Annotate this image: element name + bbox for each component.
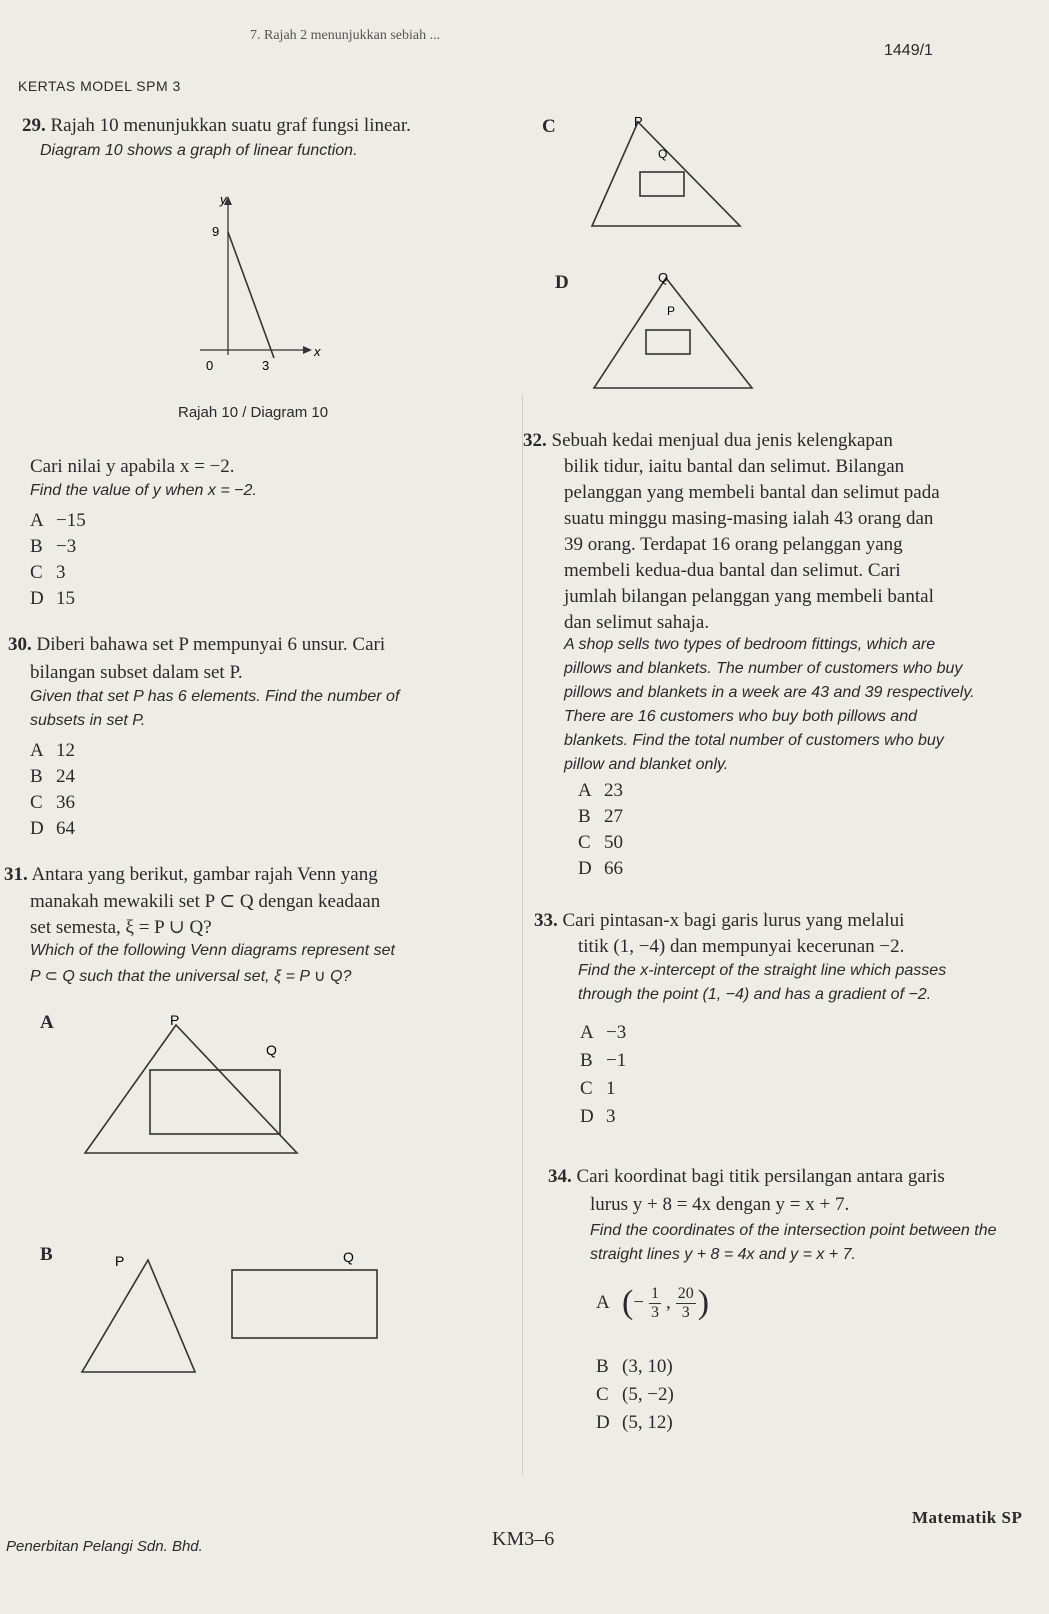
option-letter: B bbox=[596, 1356, 609, 1377]
q32-english-6: pillow and blanket only. bbox=[564, 756, 729, 773]
q33-english-1: Find the x-intercept of the straight line which passes bbox=[578, 962, 947, 979]
paper-label: KERTAS MODEL SPM 3 bbox=[18, 78, 181, 94]
venn-c-label-p: P bbox=[634, 114, 643, 129]
q30-english-1: Given that set P has 6 elements. Find the number of bbox=[30, 688, 400, 705]
venn-b-rectangle-q bbox=[232, 1270, 377, 1338]
graph-y-label: y bbox=[220, 192, 227, 207]
option-text: 64 bbox=[56, 818, 75, 839]
q32-english-4: There are 16 customers who buy both pillows and bbox=[564, 708, 918, 725]
column-divider bbox=[522, 395, 523, 1475]
q31-malay-1: Antara yang berikut, gambar rajah Venn yang bbox=[31, 864, 378, 885]
comma: , bbox=[666, 1292, 671, 1313]
q33-english-2: through the point (1, −4) and has a gradient of −2. bbox=[578, 986, 932, 1003]
footer-subject: Matematik SP bbox=[912, 1508, 1023, 1527]
option-letter: B bbox=[30, 766, 43, 787]
q31-malay-2: manakah mewakili set P ⊂ Q dengan keadaan bbox=[30, 891, 381, 912]
q30-english-2: subsets in set P. bbox=[30, 712, 146, 729]
q31-venn-c bbox=[590, 110, 750, 240]
q34-english-2: straight lines y + 8 = 4x and y = x + 7. bbox=[590, 1246, 856, 1263]
q30-question bbox=[8, 634, 385, 656]
q34-option-c[interactable] bbox=[596, 1384, 674, 1406]
q30-option-d[interactable] bbox=[30, 818, 75, 840]
option-letter: C bbox=[596, 1384, 609, 1405]
q33-option-c[interactable] bbox=[580, 1078, 616, 1100]
option-text: 1 bbox=[606, 1078, 616, 1099]
venn-c-rectangle-q bbox=[640, 172, 684, 196]
option-text: (3, 10) bbox=[622, 1356, 673, 1377]
q32-malay-4: suatu minggu masing-masing ialah 43 orang dan bbox=[564, 508, 934, 529]
option-text: (5, −2) bbox=[622, 1384, 674, 1405]
q32-option-b[interactable] bbox=[578, 806, 623, 828]
option-letter: A bbox=[578, 780, 592, 801]
q32-question bbox=[523, 430, 893, 452]
option-letter: D bbox=[578, 858, 592, 879]
q32-malay-8: dan selimut sahaja. bbox=[564, 612, 710, 633]
venn-a-label-p: P bbox=[170, 1012, 180, 1028]
option-text: 3 bbox=[606, 1106, 616, 1127]
option-letter: A bbox=[30, 740, 44, 761]
footer-page: KM3–6 bbox=[492, 1528, 555, 1550]
option-text: 23 bbox=[604, 780, 623, 801]
q29-option-b[interactable] bbox=[30, 536, 76, 558]
q29-number: 29. bbox=[22, 115, 46, 136]
q32-malay-1: Sebuah kedai menjual dua jenis kelengkapan bbox=[551, 430, 893, 451]
q31-malay-3: set semesta, ξ = P ∪ Q? bbox=[30, 917, 212, 938]
q29-ask-english: Find the value of y when x = −2. bbox=[30, 482, 257, 499]
venn-c-label-q: Q bbox=[658, 147, 668, 161]
graph-y-tick: 9 bbox=[212, 224, 220, 239]
q30-number: 30. bbox=[8, 634, 32, 655]
option-text: −1 bbox=[606, 1050, 627, 1071]
venn-d-triangle-q bbox=[594, 278, 752, 388]
denominator: 3 bbox=[651, 1303, 660, 1321]
q30-option-b[interactable] bbox=[30, 766, 75, 788]
option-text: −3 bbox=[606, 1022, 627, 1043]
q31-english-1: Which of the following Venn diagrams represent set bbox=[30, 942, 395, 959]
option-text: 12 bbox=[56, 740, 75, 761]
venn-a-rectangle-q bbox=[150, 1070, 280, 1134]
venn-b-label-p: P bbox=[115, 1253, 125, 1269]
q32-option-d[interactable] bbox=[578, 858, 623, 880]
option-text: 24 bbox=[56, 766, 75, 787]
q32-english-5: blankets. Find the total number of customers who buy bbox=[564, 732, 944, 749]
q33-number: 33. bbox=[534, 910, 558, 931]
header-top-line: 7. Rajah 2 menunjukkan sebiah ... bbox=[250, 28, 441, 43]
venn-d-rectangle-p bbox=[646, 330, 690, 354]
paper-code: 1449/1 bbox=[884, 42, 933, 59]
q31-venn-d bbox=[590, 266, 760, 396]
q30-option-c[interactable] bbox=[30, 792, 75, 814]
q29-english: Diagram 10 shows a graph of linear function. bbox=[40, 142, 358, 159]
minus-sign: − bbox=[633, 1292, 645, 1313]
q31-option-d[interactable]: D bbox=[555, 272, 569, 293]
q30-option-a[interactable] bbox=[30, 740, 75, 762]
q31-venn-b bbox=[60, 1240, 400, 1380]
option-text: 36 bbox=[56, 792, 75, 813]
q33-option-b[interactable] bbox=[580, 1050, 626, 1072]
option-letter: C bbox=[580, 1078, 593, 1099]
q33-option-a[interactable] bbox=[580, 1022, 626, 1044]
option-text: 27 bbox=[604, 806, 623, 827]
q32-english-1: A shop sells two types of bedroom fittings, which are bbox=[564, 636, 936, 653]
q34-question bbox=[548, 1166, 945, 1188]
option-letter: B bbox=[30, 536, 43, 557]
q32-english-2: pillows and blankets. The number of customers who buy bbox=[564, 660, 963, 677]
q29-question bbox=[22, 115, 411, 137]
option-letter: B bbox=[578, 806, 591, 827]
fraction-2 bbox=[676, 1285, 696, 1322]
q34-malay-1: Cari koordinat bagi titik persilangan antara garis bbox=[576, 1166, 945, 1187]
venn-b-label-q: Q bbox=[343, 1249, 354, 1265]
option-text: 66 bbox=[604, 858, 623, 879]
option-letter: B bbox=[580, 1050, 593, 1071]
option-letter: A bbox=[30, 510, 44, 531]
graph-x-tick: 3 bbox=[262, 358, 270, 373]
q32-english-3: pillows and blankets in a week are 43 and 39 respectively. bbox=[564, 684, 975, 701]
option-letter: D bbox=[596, 1412, 610, 1433]
q29-graph bbox=[150, 190, 340, 390]
numerator: 20 bbox=[677, 1284, 694, 1302]
option-letter: C bbox=[578, 832, 591, 853]
q33-question bbox=[534, 910, 904, 932]
graph-origin: 0 bbox=[206, 358, 214, 373]
option-text: 3 bbox=[56, 562, 66, 583]
fraction-1 bbox=[649, 1285, 661, 1322]
denominator: 3 bbox=[681, 1303, 690, 1321]
option-text: 50 bbox=[604, 832, 623, 853]
graph-x-arrow bbox=[303, 346, 312, 354]
q29-option-a[interactable] bbox=[30, 510, 86, 532]
q32-malay-7: jumlah bilangan pelanggan yang membeli bantal bbox=[564, 586, 934, 607]
q31-option-b[interactable]: B bbox=[40, 1244, 53, 1265]
q31-venn-a bbox=[60, 1010, 310, 1170]
option-text: −3 bbox=[56, 536, 77, 557]
option-letter: C bbox=[30, 792, 43, 813]
q33-option-d[interactable] bbox=[580, 1106, 616, 1128]
q34-malay-2: lurus y + 8 = 4x dengan y = x + 7. bbox=[590, 1194, 850, 1215]
q29-malay: Rajah 10 menunjukkan suatu graf fungsi linear. bbox=[50, 115, 411, 136]
q34-option-b[interactable] bbox=[596, 1356, 673, 1378]
venn-c-triangle-p bbox=[592, 122, 740, 226]
q33-malay-1: Cari pintasan-x bagi garis lurus yang melalui bbox=[562, 910, 905, 931]
q31-question bbox=[4, 864, 378, 886]
q31-number: 31. bbox=[4, 864, 28, 885]
option-letter: A bbox=[596, 1292, 610, 1313]
option-text: −15 bbox=[56, 510, 86, 531]
option-letter: D bbox=[580, 1106, 594, 1127]
q34-option-a[interactable] bbox=[596, 1284, 709, 1322]
graph-line bbox=[228, 232, 274, 358]
q34-option-d[interactable] bbox=[596, 1412, 673, 1434]
q31-option-c[interactable]: C bbox=[542, 116, 556, 137]
q32-number: 32. bbox=[523, 430, 547, 451]
q32-option-a[interactable] bbox=[578, 780, 623, 802]
q29-caption: Rajah 10 / Diagram 10 bbox=[178, 404, 329, 421]
graph-x-label: x bbox=[314, 344, 321, 359]
footer-publisher: Penerbitan Pelangi Sdn. Bhd. bbox=[6, 1538, 203, 1555]
numerator: 1 bbox=[651, 1284, 660, 1302]
q30-malay-1: Diberi bahawa set P mempunyai 6 unsur. Cari bbox=[36, 634, 386, 655]
q33-malay-2: titik (1, −4) dan mempunyai kecerunan −2. bbox=[578, 936, 905, 957]
option-letter: D bbox=[30, 588, 44, 609]
q34-english-1: Find the coordinates of the intersection point between the bbox=[590, 1222, 997, 1239]
venn-a-label-q: Q bbox=[266, 1042, 277, 1058]
venn-d-label-p: P bbox=[667, 304, 676, 318]
q32-malay-6: membeli kedua-dua bantal dan selimut. Cari bbox=[564, 560, 901, 581]
q32-malay-3: pelanggan yang membeli bantal dan selimut pada bbox=[564, 482, 940, 503]
option-letter: A bbox=[580, 1022, 594, 1043]
venn-d-label-q: Q bbox=[658, 270, 669, 285]
q31-option-a[interactable]: A bbox=[40, 1012, 54, 1033]
q29-option-d[interactable] bbox=[30, 588, 75, 610]
open-paren: ( bbox=[622, 1284, 634, 1321]
q32-option-c[interactable] bbox=[578, 832, 623, 854]
venn-b-triangle-p bbox=[82, 1260, 195, 1372]
q29-ask-malay: Cari nilai y apabila x = −2. bbox=[30, 456, 235, 477]
option-letter: C bbox=[30, 562, 43, 583]
q30-malay-2: bilangan subset dalam set P. bbox=[30, 662, 243, 683]
q34-number: 34. bbox=[548, 1166, 572, 1187]
option-text: (5, 12) bbox=[622, 1412, 673, 1433]
q31-english-2: P ⊂ Q such that the universal set, ξ = P ∪ Q? bbox=[30, 968, 352, 985]
close-paren: ) bbox=[697, 1284, 710, 1321]
option-letter: D bbox=[30, 818, 44, 839]
q32-malay-5: 39 orang. Terdapat 16 orang pelanggan yang bbox=[564, 534, 903, 555]
q29-option-c[interactable] bbox=[30, 562, 66, 584]
option-text: 15 bbox=[56, 588, 75, 609]
q32-malay-2: bilik tidur, iaitu bantal dan selimut. Bilangan bbox=[564, 456, 905, 477]
